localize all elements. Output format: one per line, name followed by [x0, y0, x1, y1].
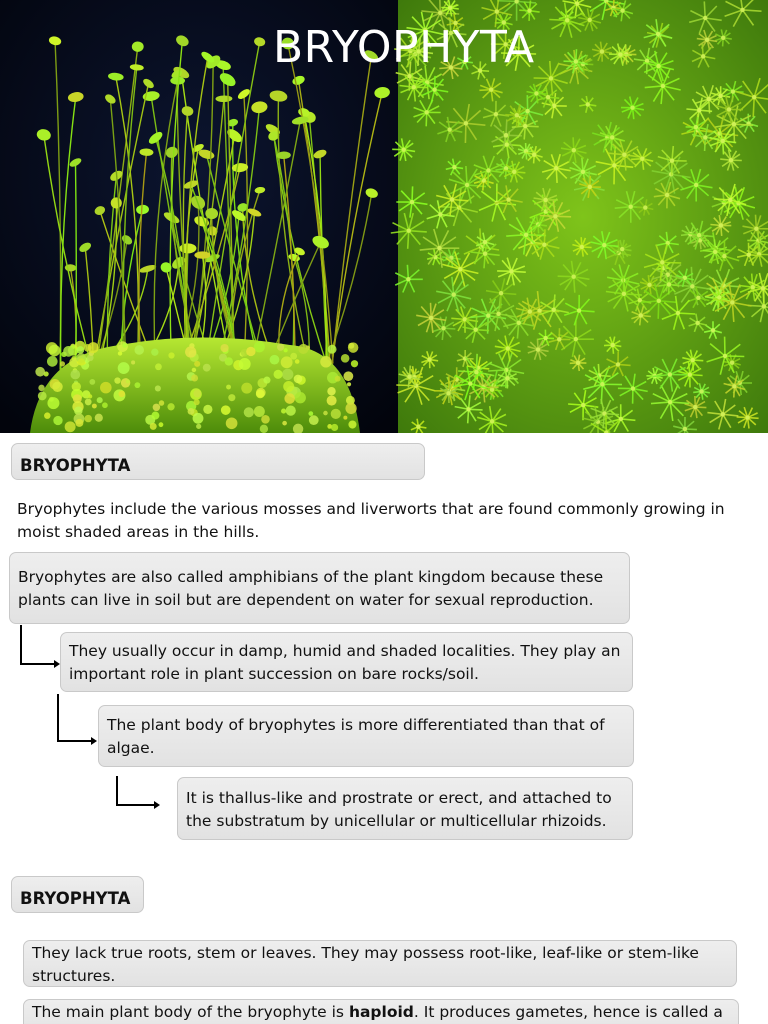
connector-arrow-1	[16, 623, 64, 671]
hierarchy-box-level-2: They usually occur in damp, humid and shaded localities. They play an important role in plant succession on bare rocks/soil.	[60, 632, 633, 692]
moss-carpet	[30, 338, 360, 434]
slide-title: BRYOPHYTA	[273, 22, 535, 73]
section-heading-1: BRYOPHYTA	[11, 443, 425, 480]
connector-arrow-3	[112, 774, 168, 810]
point-2-text-start: The main plant body of the bryophyte is	[32, 1003, 349, 1021]
point-box-2	[23, 999, 739, 1024]
section-heading-2: BRYOPHYTA	[11, 876, 144, 913]
point-2-text-end: . It produces gametes, hence is called a	[413, 1003, 723, 1021]
point-box-1: They lack true roots, stem or leaves. They may possess root-like, leaf-like or stem-like structures.	[23, 940, 737, 987]
hierarchy-box-level-4: It is thallus-like and prostrate or erect, and attached to the substratum by unicellular or multicellular rhizoids.	[177, 777, 633, 840]
intro-text: Bryophytes include the various mosses and liverworts that are found commonly growing in moist shaded areas in the hills.	[17, 500, 725, 541]
hero-image	[0, 0, 768, 433]
hierarchy-box-level-3: The plant body of bryophytes is more differentiated than that of algae.	[98, 705, 634, 767]
connector-arrow-2	[53, 692, 103, 744]
point-2-bold-term: haploid	[348, 1003, 414, 1021]
hierarchy-box-level-1: Bryophytes are also called amphibians of the plant kingdom because these plants can live in soil but are dependent on water for sexual reproduction.	[9, 552, 630, 624]
